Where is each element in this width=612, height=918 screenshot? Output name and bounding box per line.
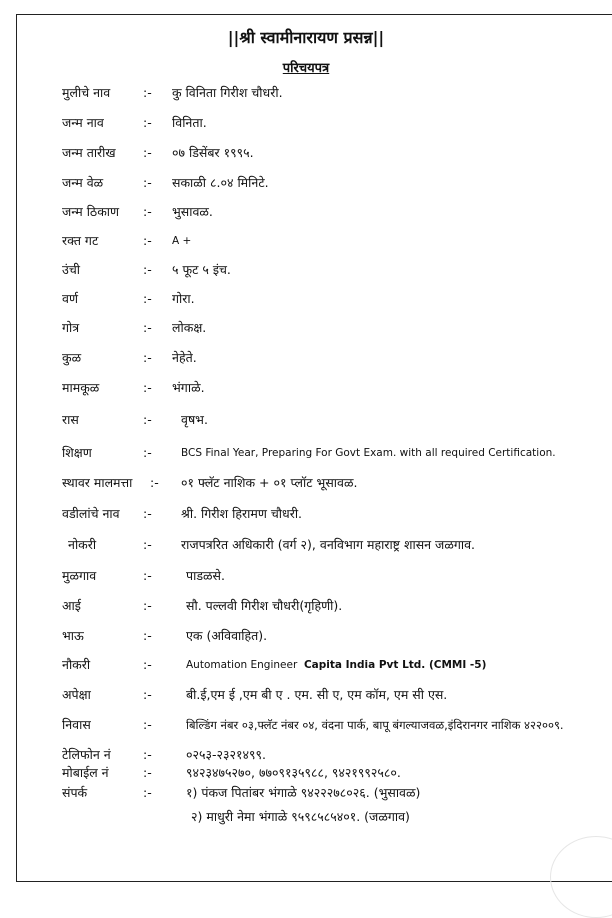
row-label: जन्म नाव bbox=[62, 115, 104, 130]
row-value: कु विनिता गिरीश चौधरी. bbox=[172, 85, 283, 100]
row-separator: :- bbox=[143, 85, 152, 100]
info-row bbox=[0, 503, 612, 525]
contact-value: ९४२३४७५२७०, ७७०९१३५९८८, ९४२१९९२५८०. bbox=[186, 765, 401, 780]
row-value bbox=[186, 654, 486, 676]
row-separator: :- bbox=[143, 445, 152, 460]
row-label: रास bbox=[62, 412, 79, 427]
row-separator: :- bbox=[143, 537, 152, 552]
info-row bbox=[0, 409, 612, 431]
contact-label: टेलिफोन नं bbox=[62, 747, 111, 762]
row-separator: :- bbox=[143, 412, 152, 427]
row-value: ५ फूट ५ इंच. bbox=[172, 262, 231, 277]
company-name: Capita India Pvt Ltd. (CMMI -5) bbox=[303, 659, 487, 671]
row-value: बिल्डिंग नंबर ०३,फ्लॅट नंबर ०४, वंदना पार्क, बापू बंगल्याजवळ,इंदिरानगर नाशिक ४२२००९. bbox=[186, 718, 564, 732]
info-row bbox=[0, 230, 612, 252]
info-row bbox=[0, 317, 612, 339]
row-separator: :- bbox=[143, 717, 152, 732]
row-value: लोकक्ष. bbox=[172, 320, 207, 335]
job-title: Automation Engineer bbox=[186, 659, 298, 671]
info-row bbox=[0, 112, 612, 134]
row-label: वर्ण bbox=[62, 291, 78, 306]
row-label: गोत्र bbox=[62, 320, 80, 335]
info-row bbox=[0, 288, 612, 310]
row-value: राजपत्ररित अधिकारी (वर्ग २), वनविभाग महाराष्ट्र शासन जळगाव. bbox=[181, 537, 476, 552]
info-row bbox=[0, 714, 612, 736]
info-row bbox=[0, 442, 612, 464]
contact-separator: :- bbox=[143, 765, 152, 780]
row-value: वृषभ. bbox=[181, 412, 208, 427]
row-value: श्री. गिरीश हिरामण चौधरी. bbox=[181, 506, 303, 521]
contact-row bbox=[0, 808, 612, 826]
info-row bbox=[0, 142, 612, 164]
row-separator: :- bbox=[143, 204, 152, 219]
row-label: स्थावर मालमत्ता bbox=[62, 475, 133, 490]
row-separator: :- bbox=[143, 175, 152, 190]
contact-separator: :- bbox=[143, 747, 152, 762]
row-label: अपेक्षा bbox=[62, 687, 91, 702]
row-separator: :- bbox=[143, 657, 152, 672]
row-label: कुळ bbox=[62, 350, 82, 365]
row-separator: :- bbox=[143, 115, 152, 130]
row-value: BCS Final Year, Preparing For Govt Exam. with all required Certification. bbox=[181, 447, 556, 459]
row-value: सौ. पल्लवी गिरीश चौधरी(गृहिणी). bbox=[186, 598, 343, 613]
row-label: जन्म तारीख bbox=[62, 145, 116, 160]
row-separator: :- bbox=[143, 233, 152, 248]
info-row bbox=[0, 347, 612, 369]
row-value: ०७ डिसेंबर १९९५. bbox=[172, 145, 254, 160]
row-label: जन्म ठिकाण bbox=[62, 204, 120, 219]
info-row bbox=[0, 259, 612, 281]
row-value: भुसावळ. bbox=[172, 204, 213, 219]
page-subtitle: परिचयपत्र bbox=[282, 61, 330, 76]
row-value: नेहेते. bbox=[172, 350, 197, 365]
row-label: मुळगाव bbox=[62, 568, 97, 583]
row-value: सकाळी ८.०४ मिनिटे. bbox=[172, 175, 269, 190]
row-separator: :- bbox=[150, 475, 159, 490]
info-row bbox=[0, 625, 612, 647]
row-value: ०१ फ्लॅट नाशिक + ०१ प्लॉट भूसावळ. bbox=[181, 475, 358, 490]
row-label: आई bbox=[62, 598, 81, 613]
row-value: बी.ई,एम ई ,एम बी ए . एम. सी ए, एम कॉम, एम सी एस. bbox=[186, 687, 448, 702]
info-row bbox=[0, 654, 612, 676]
contact-label: संपर्क bbox=[62, 785, 88, 800]
contact-value: १) पंकज पितांबर भंगाळे ९४२२२७८०२६. (भुसावळ) bbox=[186, 785, 421, 800]
row-separator: :- bbox=[143, 506, 152, 521]
row-label: वडीलांचे नाव bbox=[62, 506, 120, 521]
contact-value: ०२५३-२३२१४९९. bbox=[186, 747, 266, 762]
row-separator: :- bbox=[143, 628, 152, 643]
row-value: विनिता. bbox=[172, 115, 207, 130]
info-row bbox=[0, 595, 612, 617]
row-label: मुलीचे नाव bbox=[62, 85, 111, 100]
row-label: रक्त गट bbox=[62, 233, 99, 248]
contact-label: मोबाईल नं bbox=[62, 765, 109, 780]
info-row bbox=[0, 472, 612, 494]
info-row bbox=[0, 534, 612, 556]
row-label: निवास bbox=[62, 717, 91, 732]
info-row bbox=[0, 377, 612, 399]
row-label: नौकरी bbox=[62, 657, 91, 672]
row-label: शिक्षण bbox=[62, 445, 92, 460]
info-row bbox=[0, 565, 612, 587]
row-label: जन्म वेळ bbox=[62, 175, 104, 190]
row-value: एक (अविवाहित). bbox=[186, 628, 268, 643]
row-value: गोरा. bbox=[172, 291, 195, 306]
info-row bbox=[0, 82, 612, 104]
row-separator: :- bbox=[143, 380, 152, 395]
row-label: भाऊ bbox=[62, 628, 84, 643]
contact-separator: :- bbox=[143, 785, 152, 800]
row-label: उंची bbox=[62, 262, 81, 277]
row-label: नोकरी bbox=[68, 537, 97, 552]
contact-row bbox=[0, 784, 612, 802]
row-value: A + bbox=[172, 235, 192, 247]
row-separator: :- bbox=[143, 145, 152, 160]
info-row bbox=[0, 201, 612, 223]
row-separator: :- bbox=[143, 568, 152, 583]
row-separator: :- bbox=[143, 320, 152, 335]
row-separator: :- bbox=[143, 350, 152, 365]
contact-value: २) माधुरी नेमा भंगाळे ९५९८५८५४०१. (जळगाव) bbox=[191, 809, 410, 824]
row-separator: :- bbox=[143, 687, 152, 702]
row-value: भंगाळे. bbox=[172, 380, 205, 395]
row-separator: :- bbox=[143, 291, 152, 306]
info-row bbox=[0, 684, 612, 706]
row-separator: :- bbox=[143, 262, 152, 277]
row-label: मामकूळ bbox=[62, 380, 100, 395]
row-separator: :- bbox=[143, 598, 152, 613]
info-row bbox=[0, 172, 612, 194]
contact-row bbox=[0, 764, 612, 782]
contact-row bbox=[0, 746, 612, 764]
row-value: पाडळसे. bbox=[186, 568, 225, 583]
page-title: ||श्री स्वामीनारायण प्रसन्न|| bbox=[227, 28, 385, 47]
